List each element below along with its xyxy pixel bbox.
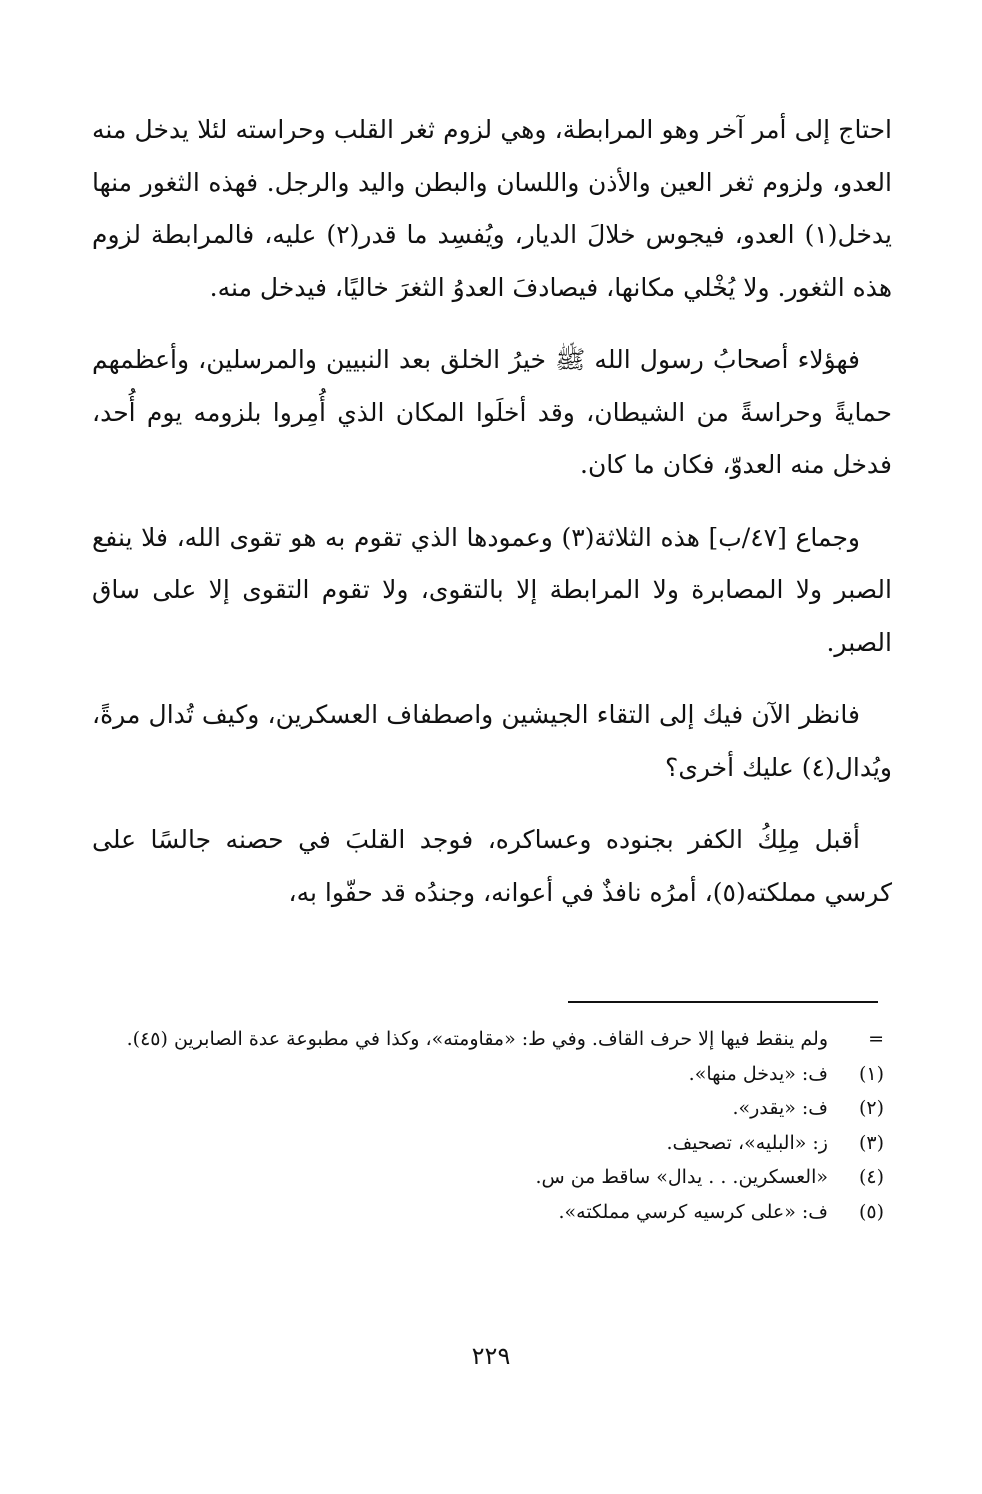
footnote-text: ف: «يقدر». [732,1097,828,1119]
footnote-continuation [100,1022,884,1057]
page-number: ٢٢٩ [471,1342,511,1370]
footnote-4 [100,1160,884,1195]
footnote-text: «العسكرين. . . يدال» ساقط من س. [535,1166,828,1188]
footnote-text: ف: «على كرسيه كرسي مملكته». [558,1200,828,1223]
footnote-text: ز: «البليه»، تصحيف. [666,1131,828,1154]
footnote-2 [100,1091,884,1126]
footnote-1 [100,1057,884,1092]
footnote-marker: = [868,1028,884,1050]
footnote-marker: (٢) [858,1097,884,1119]
footnote-text: ف: «يدخل منها». [688,1062,828,1085]
paragraph-3: وجماع [٤٧/ب] هذه الثلاثة(٣) وعمودها الذي تقوم به هو تقوى الله، فلا ينفع الصبر ولا المصابرة ولا المرابطة إلا بالتقوى، ولا تقوم التقوى إلا على ساق الصبر. [92,522,892,657]
footnote-separator [568,1001,878,1003]
footnote-marker: (٥) [858,1200,884,1223]
footnote-5 [100,1195,884,1230]
footnote-text: ولم ينقط فيها إلا حرف القاف. وفي ط: «مقاومته»، وكذا في مطبوعة عدة الصابرين (٤٥). [126,1028,828,1050]
footnote-marker: (١) [858,1062,884,1085]
footnote-3 [100,1126,884,1161]
paragraph-5: أقبل مِلِكُ الكفر بجنوده وعساكره، فوجد القلبَ في حصنه جالسًا على كرسي مملكته(٥)، أمرُه نافذٌ في أعوانه، وجندُه قد حفّوا به، [92,825,892,907]
footnotes [100,1022,884,1229]
paragraph-2: فهؤلاء أصحابُ رسول الله ﷺ خيرُ الخلق بعد النبيين والمرسلين، وأعظمهم حمايةً وحراسةً من الشيطان، وقد أخلَوا المكان الذي أُمِروا بلزومه يوم أُحد، فدخل منه العدوّ، فكان ما كان. [92,345,892,479]
main-text [92,104,892,939]
paragraph-4: فانظر الآن فيك إلى التقاء الجيشين واصطفاف العسكرين، وكيف تُدال مرةً، ويُدال(٤) عليك أخرى؟ [92,700,892,782]
paragraph-1: احتاج إلى أمر آخر وهو المرابطة، وهي لزوم ثغر القلب وحراسته لئلا يدخل منه العدو، ولزوم ثغر العين والأذن واللسان والبطن واليد والرجل. فهذه الثغور منها يدخل(١) العدو، فيجوس خلالَ الديار، ويُفسِد ما قدر(٢) عليه، فالمرابطة لزوم هذه الثغور. ولا يُخْلي مكانها، فيصادفَ العدوُ الثغرَ خاليًا، فيدخل منه. [92,115,893,302]
footnote-marker: (٣) [858,1131,884,1154]
footnote-marker: (٤) [858,1166,884,1188]
